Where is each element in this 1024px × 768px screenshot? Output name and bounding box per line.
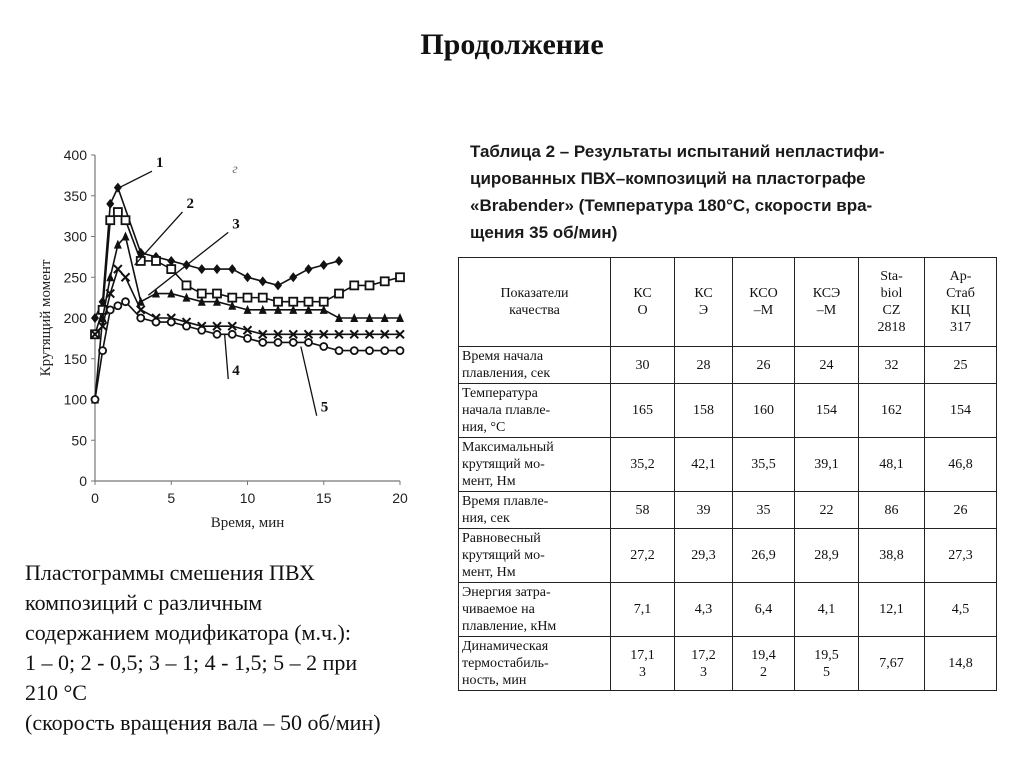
data-point: [274, 298, 282, 306]
value-cell: [675, 583, 733, 637]
data-point: [366, 281, 374, 289]
header-label-line: Показатели: [500, 286, 569, 301]
value-line: 27,3: [948, 548, 973, 563]
column-header: [733, 258, 795, 347]
value-line: 22: [819, 502, 834, 518]
value-line: 2: [760, 664, 767, 680]
value-line: 32: [884, 357, 899, 373]
y-tick-label: 200: [63, 310, 87, 326]
row-label-line: мент, Нм: [462, 474, 516, 489]
data-point: [335, 290, 343, 298]
data-point: [213, 290, 221, 298]
data-point: [289, 272, 297, 282]
value-cell: [795, 438, 859, 492]
value-line: 46,8: [948, 457, 973, 472]
caption-line: (скорость вращения вала – 50 об/мин): [25, 710, 381, 735]
value-line: 17,1: [630, 647, 655, 663]
y-tick-label: 0: [79, 473, 87, 489]
value-cell: [925, 492, 997, 529]
data-point: [228, 264, 236, 274]
value-cell: [859, 492, 925, 529]
data-point: [152, 257, 160, 265]
x-tick-label: 0: [91, 490, 99, 506]
value-line: 29,3: [691, 548, 716, 563]
data-point: [198, 327, 205, 334]
value-cell: [733, 438, 795, 492]
data-point: [92, 396, 99, 403]
series-5: [92, 298, 404, 403]
row-label-line: термостабиль-: [462, 656, 549, 671]
data-point: [228, 294, 236, 302]
column-header: [675, 258, 733, 347]
curve-leader-line: [119, 171, 152, 187]
y-tick-label: 150: [63, 350, 87, 367]
value-line: 48,1: [879, 457, 904, 472]
value-cell: [733, 583, 795, 637]
x-tick-label: 15: [315, 490, 332, 506]
x-tick-label: 10: [239, 490, 256, 506]
data-point: [305, 298, 313, 306]
data-point: [114, 208, 122, 216]
data-point: [198, 264, 206, 274]
column-header-line: КС: [694, 286, 713, 301]
data-point: [336, 347, 343, 354]
value-cell: [733, 637, 795, 691]
data-point: [229, 331, 236, 338]
value-line: 7,1: [633, 602, 652, 617]
header-label-line: качества: [509, 303, 560, 318]
row-label-line: плавление, кНм: [462, 619, 557, 634]
value-line: 5: [823, 664, 830, 680]
data-point: [259, 276, 267, 286]
row-label-line: Равновесный: [462, 531, 541, 546]
data-point: [259, 294, 267, 302]
y-tick-label: 350: [63, 187, 87, 204]
value-line: 35,2: [630, 457, 655, 472]
curve-label: 3: [232, 216, 240, 233]
x-tick-label: 20: [392, 490, 408, 506]
data-point: [183, 281, 191, 289]
curve-leader-line: [225, 334, 229, 379]
data-point: [107, 306, 114, 313]
data-point: [381, 347, 388, 354]
value-line: 158: [693, 403, 714, 418]
row-label-line: Максимальный: [462, 440, 554, 455]
value-cell: [611, 529, 675, 583]
data-point: [350, 281, 358, 289]
row-label: [459, 438, 611, 492]
data-point: [320, 260, 328, 270]
data-point: [183, 323, 190, 330]
column-header-line: Sta-: [880, 269, 903, 284]
table-caption: [470, 138, 980, 246]
column-header: [611, 258, 675, 347]
data-point: [290, 339, 297, 346]
value-line: 7,67: [879, 656, 904, 671]
column-header: [795, 258, 859, 347]
value-line: 17,2: [691, 647, 716, 663]
table-row: [459, 384, 997, 438]
column-header-line: 317: [950, 320, 971, 335]
y-tick-label: 250: [63, 269, 87, 286]
value-cell: [795, 492, 859, 529]
row-label-line: ность, мин: [462, 673, 527, 688]
data-point: [122, 298, 129, 305]
value-line: 14,8: [948, 656, 973, 671]
data-point: [366, 347, 373, 354]
value-line: 39,1: [814, 457, 839, 472]
data-point: [244, 272, 252, 282]
data-point: [122, 216, 130, 224]
column-header-line: КС: [633, 286, 652, 301]
row-label: [459, 637, 611, 691]
value-line: 42,1: [691, 457, 716, 472]
data-point: [275, 339, 282, 346]
value-cell: [611, 438, 675, 492]
value-cell: [795, 529, 859, 583]
value-line: 86: [884, 502, 899, 518]
value-line: 26,9: [751, 548, 776, 563]
slide-title: Продолжение: [420, 28, 604, 61]
row-label-line: чиваемое на: [462, 602, 535, 617]
value-cell: [795, 384, 859, 438]
column-header-line: –М: [816, 303, 837, 318]
value-line: 38,8: [879, 548, 904, 563]
value-line: 165: [632, 403, 653, 418]
column-header-line: КЦ: [950, 303, 971, 318]
value-cell: [675, 529, 733, 583]
caption-line: 210 °C: [25, 680, 87, 705]
data-point: [244, 294, 252, 302]
column-header-line: КСО: [749, 286, 778, 301]
value-line: 3: [639, 664, 646, 680]
value-line: 35: [756, 502, 771, 518]
row-label-line: Энергия затра-: [462, 585, 551, 600]
data-point: [213, 264, 221, 274]
data-point: [259, 339, 266, 346]
curve-label: 4: [232, 363, 240, 380]
data-point: [153, 319, 160, 326]
header-cell: [459, 258, 611, 347]
data-point: [167, 265, 175, 273]
value-line: 30: [635, 357, 650, 373]
value-cell: [925, 438, 997, 492]
value-cell: [859, 583, 925, 637]
data-point: [305, 339, 312, 346]
value-cell: [925, 637, 997, 691]
curve-label: 2: [186, 195, 194, 212]
row-label-line: ния, °С: [462, 420, 506, 435]
column-header: [925, 258, 997, 347]
data-point: [274, 280, 282, 290]
value-cell: [611, 637, 675, 691]
table-row: [459, 492, 997, 529]
row-label: [459, 384, 611, 438]
column-header-line: CZ: [882, 303, 901, 318]
data-point: [168, 319, 175, 326]
value-cell: [795, 347, 859, 384]
data-point: [289, 298, 297, 306]
y-tick-label: 400: [63, 147, 87, 163]
caption-line: 1 – 0; 2 - 0,5; 3 – 1; 4 - 1,5; 5 – 2 при: [25, 650, 358, 675]
value-line: 28: [696, 357, 711, 373]
value-cell: [611, 347, 675, 384]
table-header-row: [459, 258, 997, 347]
data-point: [397, 347, 404, 354]
curve-leader-line: [301, 347, 317, 416]
value-line: 26: [756, 357, 771, 373]
value-line: 4,1: [817, 602, 836, 617]
curve-label: 1: [156, 155, 164, 172]
value-cell: [859, 529, 925, 583]
value-cell: [859, 637, 925, 691]
row-label-line: ния, сек: [462, 511, 510, 526]
row-label: [459, 347, 611, 384]
panel-letter: г: [232, 161, 238, 177]
caption-line: композиций с различным: [25, 590, 263, 615]
data-point: [122, 232, 130, 241]
row-label-line: Динамическая: [462, 639, 549, 654]
value-cell: [925, 529, 997, 583]
data-point: [114, 302, 121, 309]
value-cell: [733, 492, 795, 529]
data-point: [99, 347, 106, 354]
column-header-line: –М: [753, 303, 774, 318]
value-cell: [675, 347, 733, 384]
value-cell: [795, 637, 859, 691]
value-cell: [675, 492, 733, 529]
table-row: [459, 637, 997, 691]
data-point: [244, 335, 251, 342]
data-point: [396, 273, 404, 281]
data-point: [320, 298, 328, 306]
column-header-line: 2818: [877, 320, 906, 335]
row-label: [459, 529, 611, 583]
data-point: [198, 290, 206, 298]
data-point: [106, 272, 114, 281]
table-caption-line: щения 35 об/мин): [470, 223, 618, 242]
plastogram-chart: [0, 135, 440, 535]
value-line: 3: [700, 664, 707, 680]
row-label-line: крутящий мо-: [462, 548, 545, 563]
column-header-line: Ар-: [949, 269, 972, 284]
value-line: 58: [635, 502, 650, 518]
column-header-line: КСЭ: [812, 286, 841, 301]
data-point: [137, 315, 144, 322]
chart-caption: [25, 558, 445, 738]
column-header-line: Э: [698, 303, 709, 318]
data-point: [106, 216, 114, 224]
value-cell: [733, 529, 795, 583]
value-line: 12,1: [879, 602, 904, 617]
column-header-line: Стаб: [946, 286, 975, 301]
x-axis-label: Время, мин: [210, 515, 285, 531]
data-point: [320, 343, 327, 350]
value-line: 154: [950, 403, 971, 418]
data-point: [335, 256, 343, 266]
column-header: [859, 258, 925, 347]
value-line: 4,5: [951, 602, 970, 617]
value-cell: [611, 492, 675, 529]
table-row: [459, 583, 997, 637]
value-line: 19,5: [814, 647, 839, 663]
value-line: 162: [881, 403, 902, 418]
table-row: [459, 529, 997, 583]
value-line: 27,2: [630, 548, 655, 563]
results-table: [458, 257, 997, 691]
value-cell: [733, 384, 795, 438]
value-cell: [675, 637, 733, 691]
data-point: [351, 347, 358, 354]
y-tick-label: 100: [63, 391, 87, 408]
value-cell: [675, 438, 733, 492]
value-line: 4,3: [694, 602, 713, 617]
value-cell: [611, 384, 675, 438]
value-line: 6,4: [754, 602, 773, 617]
table-caption-line: Таблица 2 – Результаты испытаний непластифи-: [470, 142, 885, 161]
table-caption-line: цированных ПВХ–композиций на пластографе: [470, 169, 866, 188]
value-cell: [795, 583, 859, 637]
y-tick-label: 300: [63, 228, 87, 245]
value-cell: [675, 384, 733, 438]
value-line: 25: [953, 357, 968, 373]
value-cell: [925, 347, 997, 384]
row-label-line: Время начала: [462, 349, 544, 364]
table-row: [459, 438, 997, 492]
row-label: [459, 492, 611, 529]
x-tick-label: 5: [167, 490, 176, 506]
caption-line: содержанием модификатора (м.ч.):: [25, 620, 351, 645]
column-header-line: biol: [880, 286, 903, 301]
value-cell: [859, 384, 925, 438]
data-point: [381, 277, 389, 285]
y-axis-label: Крутящий момент: [38, 259, 54, 377]
value-line: 160: [753, 403, 774, 418]
table-row: [459, 347, 997, 384]
caption-line: Пластограммы смешения ПВХ: [25, 560, 315, 585]
row-label-line: Температура: [462, 386, 538, 401]
y-tick-label: 50: [71, 432, 87, 449]
column-header-line: О: [637, 303, 648, 318]
value-cell: [925, 384, 997, 438]
value-cell: [733, 347, 795, 384]
curve-label: 5: [320, 399, 329, 416]
value-cell: [859, 347, 925, 384]
value-line: 39: [696, 502, 711, 518]
row-label: [459, 583, 611, 637]
data-point: [305, 264, 313, 274]
value-line: 24: [819, 357, 834, 373]
table-caption-line: «Brabender» (Температура 180°С, скорости вра-: [470, 196, 873, 215]
value-line: 154: [816, 403, 837, 418]
data-point: [214, 331, 221, 338]
value-line: 28,9: [814, 548, 839, 563]
value-cell: [859, 438, 925, 492]
row-label-line: плавления, сек: [462, 366, 551, 381]
row-label-line: Время плавле-: [462, 494, 549, 509]
value-cell: [611, 583, 675, 637]
value-line: 26: [953, 502, 968, 518]
row-label-line: мент, Нм: [462, 565, 516, 580]
value-line: 35,5: [751, 457, 776, 472]
row-label-line: крутящий мо-: [462, 457, 545, 472]
value-cell: [925, 583, 997, 637]
row-label-line: начала плавле-: [462, 403, 551, 418]
value-line: 19,4: [751, 647, 776, 663]
